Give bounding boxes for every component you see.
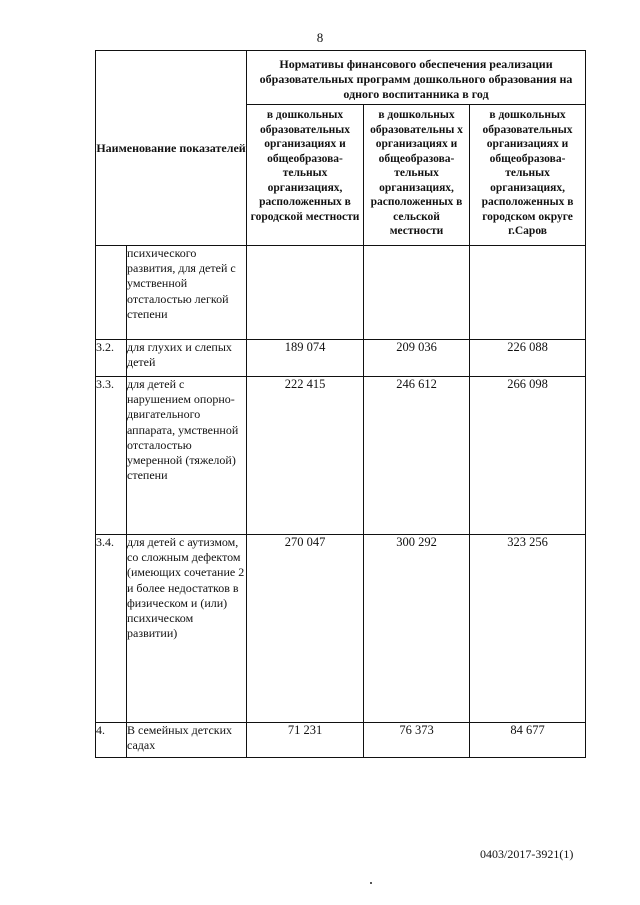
urban-value: [247, 246, 364, 340]
urban-value: 270 047: [247, 535, 364, 723]
urban-value: 222 415: [247, 377, 364, 535]
sarov-value: 226 088: [470, 340, 586, 377]
table-row: [96, 723, 586, 758]
sarov-value: 266 098: [470, 377, 586, 535]
urban-value: 189 074: [247, 340, 364, 377]
urban-value: 71 231: [247, 723, 364, 758]
table-row: [96, 340, 586, 377]
rural-value: 209 036: [364, 340, 470, 377]
sarov-value: 323 256: [470, 535, 586, 723]
indicator-name-header: Наименование показателей: [96, 51, 247, 246]
financing-standards-table: [95, 50, 586, 758]
row-label: для глухих и слепых детей: [127, 340, 247, 377]
document-code: 0403/2017-3921(1): [480, 847, 574, 861]
row-label: для детей с нарушением опорно-двигательного аппарата, умственной отсталостью умеренной (тяжелой) степени: [127, 377, 247, 535]
standards-header: Нормативы финансового обеспечения реализации образовательных программ дошкольного образования на одного воспитанника в год: [247, 51, 586, 105]
table-row: [96, 246, 586, 340]
row-number: 4.: [96, 723, 127, 758]
table-row: [96, 535, 586, 723]
sarov-value: 84 677: [470, 723, 586, 758]
row-number: 3.4.: [96, 535, 127, 723]
row-label: психического развития, для детей с умственной отсталостью легкой степени: [127, 246, 247, 340]
rural-column-header: в дошкольных образовательны х организациях и общеобразова-тельных организациях, расположенных в сельской местности: [364, 105, 470, 246]
rural-value: 76 373: [364, 723, 470, 758]
rural-value: [364, 246, 470, 340]
row-label: В семейных детских садах: [127, 723, 247, 758]
page-number: 8: [316, 30, 324, 45]
row-label: для детей с аутизмом, со сложным дефектом (имеющих сочетание 2 и более недостатков в физическом и (или) психическом развитии): [127, 535, 247, 723]
row-number: 3.3.: [96, 377, 127, 535]
row-number: 3.2.: [96, 340, 127, 377]
sarov-value: [470, 246, 586, 340]
rural-value: 246 612: [364, 377, 470, 535]
rural-value: 300 292: [364, 535, 470, 723]
row-number: [96, 246, 127, 340]
sarov-column-header: в дошкольных образовательных организациях и общеобразова-тельных организациях, расположенных в городском округе г.Саров: [470, 105, 586, 246]
scan-artifact: [370, 882, 372, 884]
urban-column-header: в дошкольных образовательных организациях и общеобразова-тельных организациях, расположенных в городской местности: [247, 105, 364, 246]
table-row: [96, 377, 586, 535]
